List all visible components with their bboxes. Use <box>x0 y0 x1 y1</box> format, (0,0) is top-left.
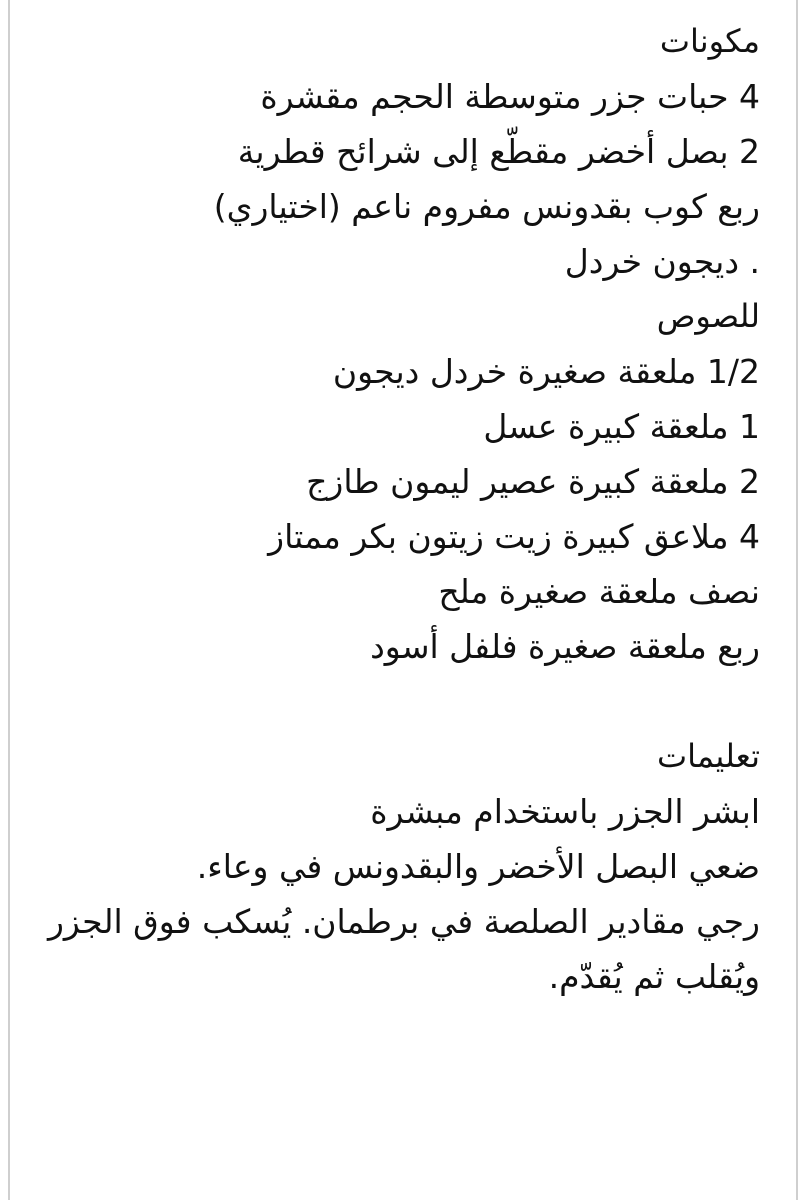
ingredient-item: ربع كوب بقدونس مفروم ناعم (اختياري) <box>213 187 760 226</box>
instruction-line: ضعي البصل الأخضر والبقدونس في وعاء. <box>196 847 760 886</box>
sauce-heading: للصوص <box>656 297 760 335</box>
sauce-item: نصف ملعقة صغيرة ملح <box>438 572 760 611</box>
ingredients-heading: مكونات <box>659 22 760 60</box>
instruction-line: ويُقلب ثم يُقدّم. <box>548 957 760 996</box>
instructions-heading: تعليمات <box>657 737 760 775</box>
sauce-item: 2 ملعقة كبيرة عصير ليمون طازج <box>306 462 760 501</box>
recipe-content <box>40 14 760 1004</box>
document-page <box>8 0 798 1200</box>
page-border-right <box>796 0 798 1200</box>
sauce-item: 1 ملعقة كبيرة عسل <box>483 407 760 446</box>
ingredient-item: 4 حبات جزر متوسطة الحجم مقشرة <box>260 77 760 116</box>
instruction-line: رجي مقادير الصلصة في برطمان. يُسكب فوق الجزر <box>48 902 760 941</box>
sauce-item: ربع ملعقة صغيرة فلفل أسود <box>370 627 760 666</box>
instruction-line: ابشر الجزر باستخدام مبشرة <box>370 792 760 831</box>
page-border-left <box>8 0 10 1200</box>
blank-line <box>40 674 760 729</box>
ingredient-item: 2 بصل أخضر مقطّع إلى شرائح قطرية <box>237 132 760 171</box>
sauce-item: 1/2 ملعقة صغيرة خردل ديجون <box>332 352 760 391</box>
ingredient-item: . ديجون خردل <box>564 242 760 281</box>
sauce-item: 4 ملاعق كبيرة زيت زيتون بكر ممتاز <box>268 517 760 556</box>
